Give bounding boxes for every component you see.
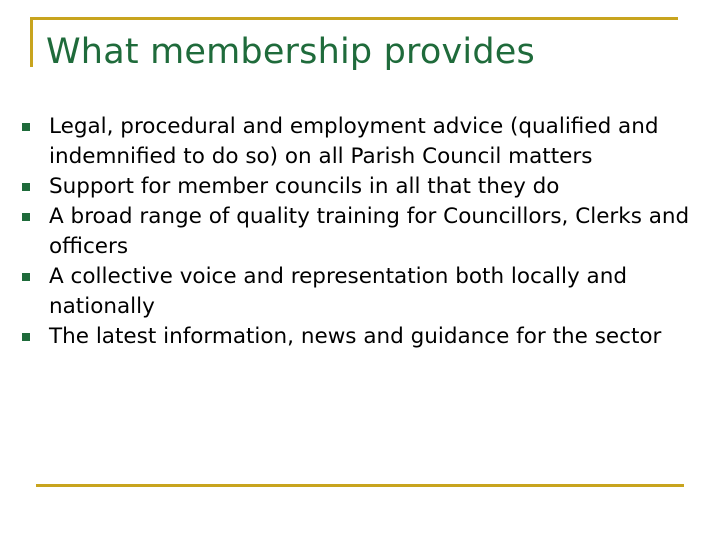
slide-title: What membership provides [46, 32, 535, 72]
square-bullet-icon [22, 333, 30, 341]
bullet-text: Legal, procedural and employment advice (qualified and indemnified to do so) on all Parish Council matters [49, 114, 659, 169]
bullet-item [22, 322, 712, 352]
bullet-item [22, 202, 712, 262]
bullet-text: A broad range of quality training for Councillors, Clerks and officers [49, 204, 690, 259]
bullet-text: The latest information, news and guidance for the sector [49, 324, 662, 349]
bullet-item [22, 262, 712, 322]
frame-bottom-line [36, 484, 684, 487]
frame-left-line [30, 17, 33, 67]
bullet-item [22, 172, 712, 202]
bullet-text: Support for member councils in all that they do [49, 174, 560, 199]
bullet-item [22, 112, 712, 172]
square-bullet-icon [22, 183, 30, 191]
square-bullet-icon [22, 213, 30, 221]
square-bullet-icon [22, 123, 30, 131]
square-bullet-icon [22, 273, 30, 281]
frame-top-line [30, 17, 678, 20]
bullet-text: A collective voice and representation both locally and nationally [49, 264, 628, 319]
bullet-list [22, 112, 712, 352]
